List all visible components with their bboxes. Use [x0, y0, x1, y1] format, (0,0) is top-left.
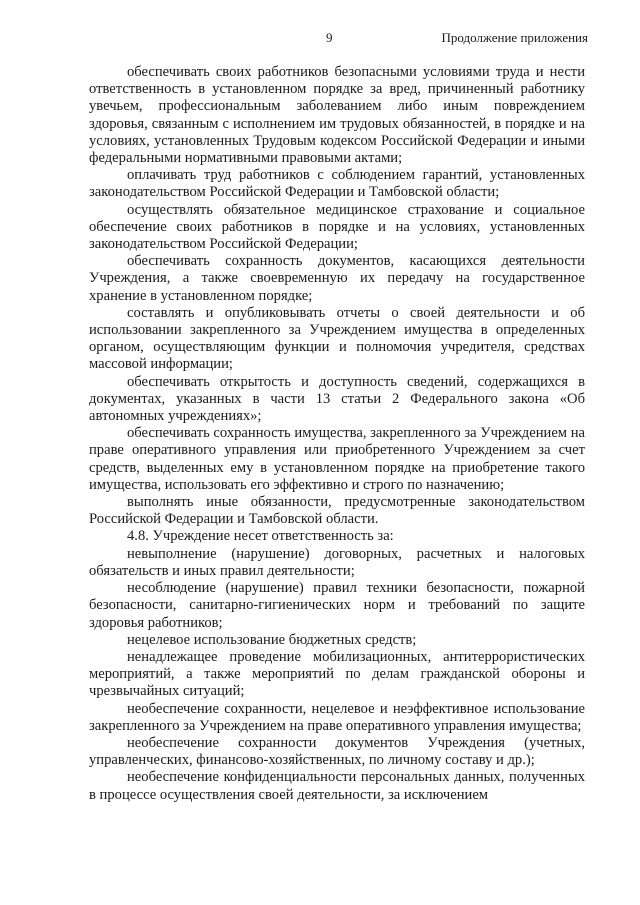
paragraph-personal-data: необеспечение конфиденциальности персональных данных, полученных в процессе осуществления своей деятельности, за исключением	[89, 769, 585, 803]
paragraph-mobilization-measures: ненадлежащее проведение мобилизационных, антитеррористических мероприятий, а также мероприятий по делам гражданской обороны и чрезвычайных ситуаций;	[89, 648, 585, 700]
paragraph-property-management: необеспечение сохранности, нецелевое и неэффективное использование закрепленного за Учреждением на праве оперативного управления имущества;	[89, 700, 585, 734]
paragraph-contract-obligations: невыполнение (нарушение) договорных, расчетных и налоговых обязательств и иных правил деятельности;	[89, 545, 585, 579]
paragraph-information-openness: обеспечивать открытость и доступность сведений, содержащихся в документах, указанных в части 13 статьи 2 Федерального закона «Об автономных учреждениях»;	[89, 373, 585, 425]
page-number: 9	[326, 30, 333, 45]
running-header: Продолжение приложения	[441, 30, 588, 45]
paragraph-safety-rules: несоблюдение (нарушение) правил техники безопасности, пожарной безопасности, санитарно-гигиенических норм и требований по защите здоровья работников;	[89, 580, 585, 631]
paragraph-reporting: составлять и опубликовывать отчеты о своей деятельности и об использовании закрепленного за Учреждением имущества в определенных органом, осуществляющим функции и полномочия учредителя, средствах массовой информации;	[89, 304, 585, 373]
paragraph-document-preservation: необеспечение сохранности документов Учреждения (учетных, управленческих, финансово-хозяйственных, по личному составу и др.);	[89, 734, 585, 769]
paragraph-medical-insurance: осуществлять обязательное медицинское страхование и социальное обеспечение своих работников в порядке и на условиях, установленных законодательством Российской Федерации;	[89, 201, 585, 253]
paragraph-property-safekeeping: обеспечивать сохранность имущества, закрепленного за Учреждением на праве оперативного управления или приобретенного Учреждением за счет средств, выделенных ему в установленном порядке на приобретение такого имущества, использовать его эффективно и строго по назначению;	[89, 425, 585, 493]
paragraph-document-safekeeping: обеспечивать сохранность документов, касающихся деятельности Учреждения, а также своевременную их передачу на государственное хранение в установленном порядке;	[89, 253, 585, 304]
section-heading-responsibility: 4.8. Учреждение несет ответственность за:	[127, 528, 394, 545]
paragraph-other-duties: выполнять иные обязанности, предусмотренные законодательством Российской Федерации и Тамбовской области.	[89, 494, 585, 528]
paragraph-budget-misuse: нецелевое использование бюджетных средств;	[127, 631, 417, 648]
document-body	[89, 64, 585, 804]
paragraph-labor-payment: оплачивать труд работников с соблюдением гарантий, установленных законодательством Российской Федерации и Тамбовской области;	[89, 167, 585, 201]
paragraph-safe-working-conditions: обеспечивать своих работников безопасными условиями труда и нести ответственность в установленном порядке за вред, причиненный работнику увечьем, профессиональным заболеванием либо иным повреждением здоровья, связанным с исполнением им трудовых обязанностей, в порядке и на условиях, установленных Трудовым кодексом Российской Федерации и иными федеральными нормативными правовыми актами;	[89, 64, 585, 167]
